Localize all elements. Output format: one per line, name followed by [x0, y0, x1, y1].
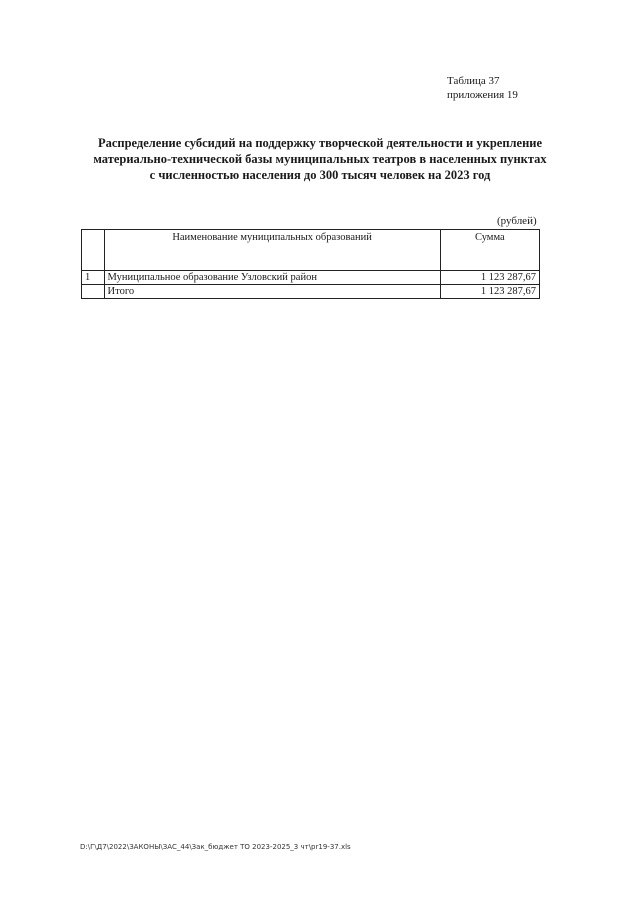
total-row [82, 285, 540, 299]
table-header-row [82, 230, 540, 271]
header-sum-cell: Сумма [440, 230, 539, 271]
header-name-cell: Наименование муниципальных образований [104, 230, 440, 271]
total-sum-cell: 1 123 287,67 [440, 285, 539, 299]
title-line-2: материально-технической базы муниципальных театров в населенных пунктах [93, 152, 547, 166]
header-num-cell [82, 230, 105, 271]
subsidy-table [81, 229, 540, 299]
document-title [70, 135, 570, 183]
units-label: (рублей) [497, 215, 537, 227]
title-line-3: с численностью населения до 300 тысяч человек на 2023 год [149, 168, 491, 182]
row-name-cell: Муниципальное образование Узловский район [104, 271, 440, 285]
title-line-1: Распределение субсидий на поддержку творческой деятельности и укрепление [97, 136, 543, 150]
table-number: Таблица 37 [447, 75, 500, 87]
total-num-cell [82, 285, 105, 299]
appendix-number: приложения 19 [447, 89, 518, 101]
total-label-cell: Итого [104, 285, 440, 299]
row-sum-cell: 1 123 287,67 [440, 271, 539, 285]
row-num-cell: 1 [82, 271, 105, 285]
file-path-footer: D:\Г\Д7\2022\ЗАКОНЫ\ЗАС_44\Зак_бюджет ТО 2023-2025_3 чт\pr19-37.xls [80, 843, 351, 851]
table-reference [447, 74, 518, 102]
table-row [82, 271, 540, 285]
